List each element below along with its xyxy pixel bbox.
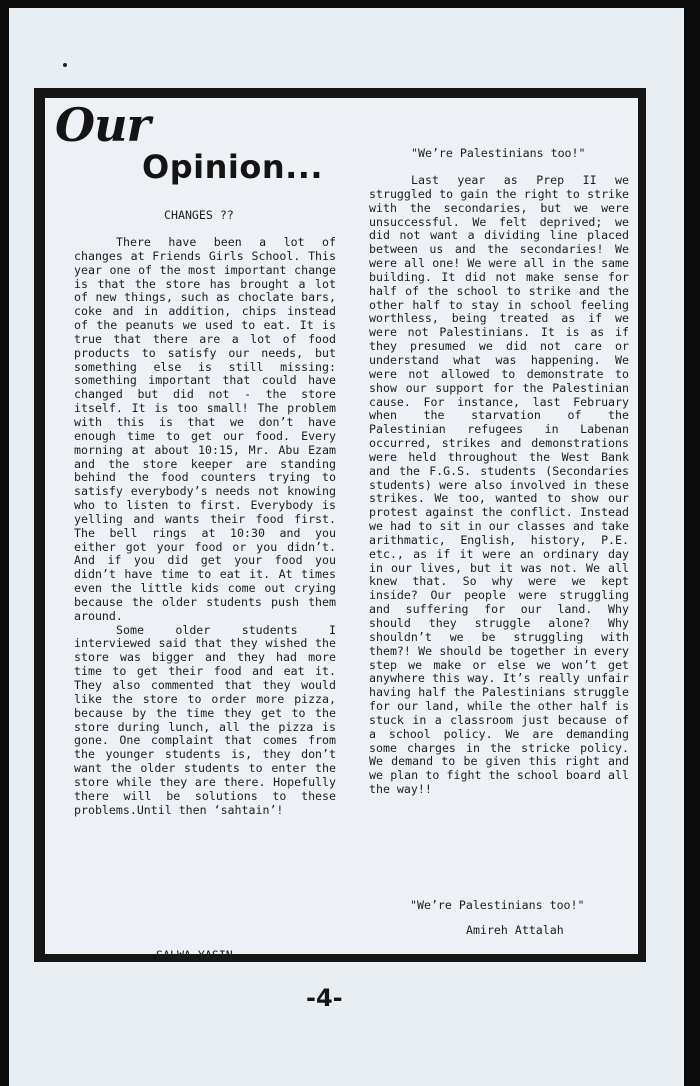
right-paragraph-1: Last year as Prep II we struggled to gain the right to strike with the secondaries, but we were unsuccessful. We felt deprived; we did not want a dividing line placed between us and the secondaries! We were all one! We were all in the same building. It did not make sense for half of the school to strike and the other half to stay in school feeling worthless, being treated as if we were not Palestinians. It is as if they presumed we did not care or understand what was happening. We were not allowed to demonstrate to show our support for the Palestinian cause. For instance, last February when the starvation of the Palestinian refugees in Labenan occurred, strikes and demonstrations were held throughout the West Bank and the F.G.S. students (Secondaries students) were also involved in these strikes. We too, wanted to show our protest against the conflict. Instead we had to sit in our classes and take arithmatic, English, history, P.E. etc., as if it were an ordinary day in our lives, but it was not. We all knew that. So why were we kept inside? Our people were struggling and suffering for our land. Why should they struggle alone? Why shouldn’t we be struggling with them?! We should be together in every step we make or else we won’t get anywhere this way. It’s really unfair having half the Palestinians struggle for our land, while the other half is stuck in a classroom just because of a school policy. We are demanding some charges in the stricke policy. We demand to be given this right and we plan to fight the school board all the way!! [369, 173, 629, 797]
title-opinion: Opinion... [142, 148, 324, 186]
left-article-author: SALWA YASIN [156, 948, 233, 962]
left-paragraph-1: There have been a lot of changes at Friends Girls School. This year one of the most important change is that the store has brought a lot of new things, such as choclate bars, coke and in addition, chips instead of the peanuts we used to eat. It is true that there are a lot of food products to satisfy our needs, but something else is still missing: something important that could have changed but did not - the store itself. It is too small! The problem with this is that we don’t have enough time to get our food. Every morning at about 10:15, Mr. Abu Ezam and the store keeper are standing behind the food counters trying to satisfy everybody’s needs not knowing who to listen to first. Everybody is yelling and wants their food first. The bell rings at 10:30 and you either got your food or you didn’t. And if you did get your food you didn’t have time to eat it. At times even the little kids come out crying because the older students push them around. [74, 235, 336, 623]
speck-mark [63, 63, 67, 67]
right-article-author: Amireh Attalah [466, 923, 564, 937]
page-number: -4- [306, 984, 343, 1012]
right-article-body [369, 174, 629, 797]
title-our: Our [55, 98, 150, 152]
left-paragraph-2: Some older students I interviewed said that they wished the store was bigger and they had more time to get their food and eat it. They also commented that they would like the store to order more pizza, because by the time they get to the store during lunch, all the pizza is gone. One complaint that comes from the younger students is, they don’t want the older students to enter the store while they are there. Hopefully there will be solutions to these problems.Until then ‘sahtain’! [74, 622, 336, 817]
left-article-body [74, 236, 336, 817]
right-article-heading: "We’re Palestinians too!" [411, 146, 586, 160]
left-article-heading: CHANGES ?? [164, 208, 234, 222]
right-article-closing: "We’re Palestinians too!" [410, 898, 585, 912]
